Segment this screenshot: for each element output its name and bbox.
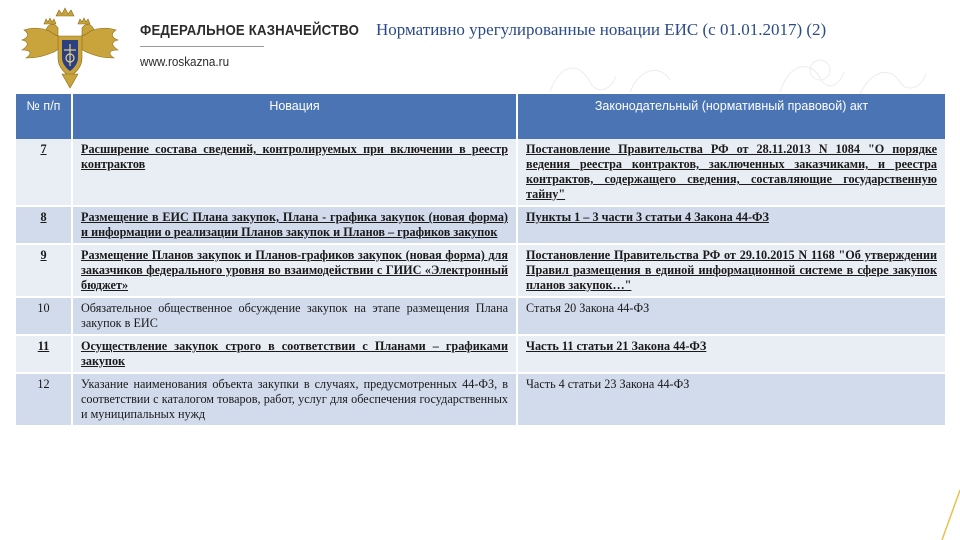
row-act: Постановление Правительства РФ от 29.10.2015 N 1168 "Об утверждении Правил размещения в единой информационной системе в сфере закупок планов закупок…" bbox=[517, 244, 945, 297]
row-act: Пункты 1 – 3 части 3 статьи 4 Закона 44-ФЗ bbox=[517, 206, 945, 244]
row-innovation: Расширение состава сведений, контролируемых при включении в реестр контрактов bbox=[72, 139, 517, 206]
row-num: 9 bbox=[16, 244, 72, 297]
brand-name: ФЕДЕРАЛЬНОЕ КАЗНАЧЕЙСТВО bbox=[140, 22, 360, 39]
table-row bbox=[16, 139, 945, 206]
row-num: 8 bbox=[16, 206, 72, 244]
header-act: Законодательный (нормативный правовой) акт bbox=[517, 94, 945, 139]
header-num: № п/п bbox=[16, 94, 72, 139]
brand-divider bbox=[140, 46, 264, 47]
header-innovation: Новация bbox=[72, 94, 517, 139]
table-row bbox=[16, 244, 945, 297]
row-act: Часть 11 статьи 21 Закона 44-ФЗ bbox=[517, 335, 945, 373]
row-innovation: Размещение в ЕИС Плана закупок, Плана - графика закупок (новая форма) и информации о реализации Планов закупок и Планов – графиков закупок bbox=[72, 206, 517, 244]
row-num: 10 bbox=[16, 297, 72, 335]
treasury-emblem-icon bbox=[14, 6, 126, 92]
ornament-watermark-icon bbox=[520, 52, 960, 98]
row-innovation: Указание наименования объекта закупки в случаях, предусмотренных 44-ФЗ, в соответствии с каталогом товаров, работ, услуг для обеспечения государственных и муниципальных нужд bbox=[72, 373, 517, 426]
row-num: 12 bbox=[16, 373, 72, 426]
table-row bbox=[16, 206, 945, 244]
table-header-row bbox=[16, 94, 945, 139]
row-num: 11 bbox=[16, 335, 72, 373]
row-act: Часть 4 статьи 23 Закона 44-ФЗ bbox=[517, 373, 945, 426]
row-innovation: Обязательное общественное обсуждение закупок на этапе размещения Плана закупок в ЕИС bbox=[72, 297, 517, 335]
table-row bbox=[16, 297, 945, 335]
row-innovation: Осуществление закупок строго в соответствии с Планами – графиками закупок bbox=[72, 335, 517, 373]
corner-accent-icon bbox=[938, 480, 960, 540]
table-row bbox=[16, 335, 945, 373]
brand-url[interactable]: www.roskazna.ru bbox=[140, 54, 230, 69]
slide-title: Нормативно урегулированные новации ЕИС (с 01.01.2017) (2) bbox=[376, 20, 827, 39]
table-row bbox=[16, 373, 945, 426]
row-innovation: Размещение Планов закупок и Планов-графиков закупок (новая форма) для заказчиков федерального уровня во взаимодействии с ГИИС «Электронный бюджет» bbox=[72, 244, 517, 297]
row-act: Статья 20 Закона 44-ФЗ bbox=[517, 297, 945, 335]
row-num: 7 bbox=[16, 139, 72, 206]
innovations-table bbox=[16, 94, 945, 427]
row-act: Постановление Правительства РФ от 28.11.2013 N 1084 "О порядке ведения реестра контрактов, заключенных заказчиками, и реестра контрактов, содержащего сведения, составляющие государственную тайну" bbox=[517, 139, 945, 206]
